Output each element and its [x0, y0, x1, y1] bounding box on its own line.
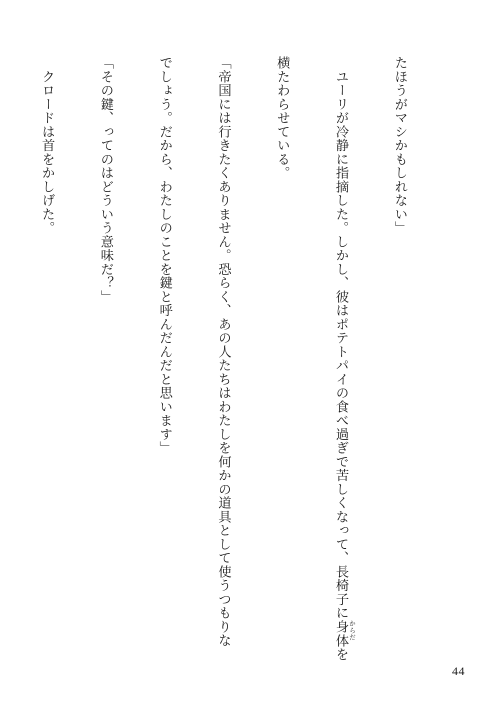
vertical-text-block — [39, 56, 448, 661]
text-line-body: ユーリが冷静に指摘した。しかし、彼はポテトパイの食べ過ぎで苦しくなって、長椅子に — [333, 56, 349, 620]
text-line: 横たわらせている。 — [274, 56, 290, 180]
text-line: でしょう。だから、わたしのことを鍵と呼んだんだと思います」 — [156, 56, 172, 455]
ruby-tail: を — [333, 647, 349, 661]
ruby-word — [333, 619, 357, 648]
text-line: 「帝国には行きたくありません。恐らく、あの人たちはわたしを何かの道具として使うつもりな — [215, 56, 231, 648]
text-line: クロードは首をかしげた。 — [39, 56, 55, 235]
page-number: 44 — [452, 664, 465, 678]
text-line: 「その鍵、ってのはどういう意味だ？」 — [97, 56, 113, 304]
ruby-reading: からだ — [348, 619, 357, 641]
text-line — [330, 56, 357, 661]
text-line: たほうがマシかもしれない」 — [391, 56, 407, 235]
ruby-base: 身体 — [333, 619, 349, 648]
